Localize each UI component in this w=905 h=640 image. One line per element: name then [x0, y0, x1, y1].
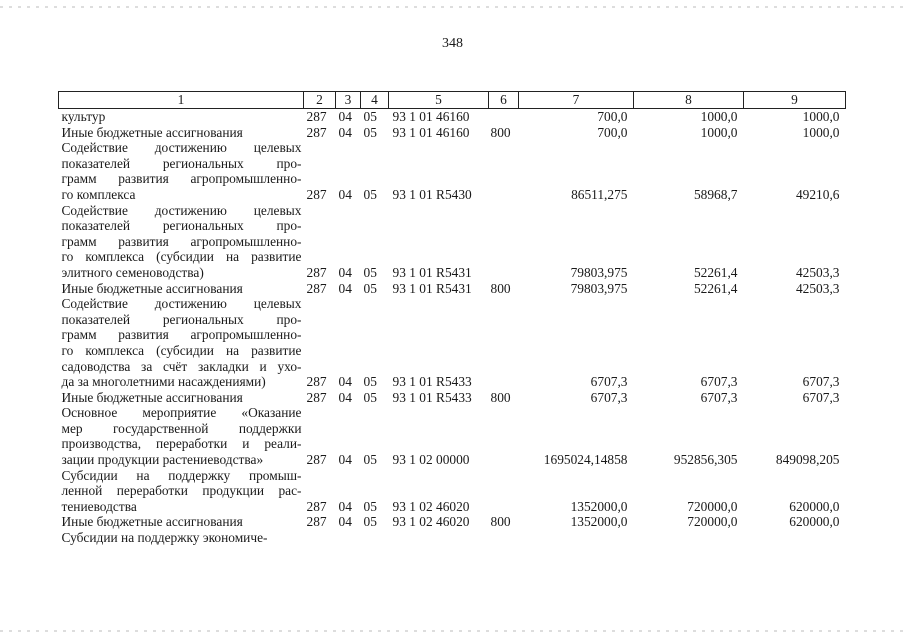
section-code: 04 — [338, 498, 352, 514]
amount-year-2: 1000,0 — [700, 124, 738, 140]
amount-year-2: 720000,0 — [687, 498, 738, 514]
expense-type-code — [489, 296, 519, 390]
item-name — [59, 468, 304, 515]
expense-type-code — [489, 140, 519, 202]
section-code: 04 — [338, 514, 352, 530]
amount-year-1: 700,0 — [597, 124, 628, 140]
expense-type-code — [489, 203, 519, 281]
department-code: 287 — [306, 280, 327, 296]
column-header-8: 8 — [634, 92, 744, 109]
section-code: 04 — [338, 186, 352, 202]
amount-year-2: 52261,4 — [693, 280, 738, 296]
table-header — [59, 92, 846, 109]
scan-artifact-top — [0, 6, 905, 8]
item-name — [59, 514, 304, 530]
table-row — [59, 390, 846, 406]
amount-year-2: 952856,305 — [673, 452, 738, 468]
subsection-code: 05 — [363, 109, 377, 124]
department-code: 287 — [306, 498, 327, 514]
table-row — [59, 203, 846, 281]
item-name-line: ленной переработки продукции рас- — [61, 483, 302, 499]
table-row — [59, 296, 846, 390]
amount-year-3: 620000,0 — [789, 498, 840, 514]
section-code: 04 — [338, 264, 352, 280]
subsection-code: 05 — [363, 452, 377, 468]
item-name-line: культур — [61, 109, 106, 124]
amount-year-1: 700,0 — [597, 109, 628, 124]
item-name-line: Субсидии на поддержку экономиче- — [61, 530, 268, 546]
amount-year-3: 49210,6 — [795, 186, 840, 202]
amount-year-3: 42503,3 — [795, 280, 840, 296]
subsection-code: 05 — [363, 374, 377, 390]
item-name-line: показателей региональных про- — [61, 218, 302, 234]
subsection-code: 05 — [363, 186, 377, 202]
department-code: 287 — [306, 514, 327, 530]
amount-year-3: 6707,3 — [802, 374, 840, 390]
amount-year-1: 6707,3 — [590, 374, 628, 390]
department-code: 287 — [306, 452, 327, 468]
table-body — [59, 109, 846, 546]
section-code: 04 — [338, 124, 352, 140]
item-name-line: Содействие достижению целевых — [61, 296, 302, 312]
table-row — [59, 405, 846, 467]
amount-year-1: 1352000,0 — [570, 498, 628, 514]
item-name — [59, 296, 304, 390]
target-article-code: 93 1 01 46160 — [392, 124, 470, 140]
amount-year-1: 1695024,14858 — [543, 452, 628, 468]
section-code: 04 — [338, 389, 352, 405]
item-name — [59, 530, 304, 546]
expense-type-code: 800 — [490, 280, 511, 296]
header-row — [59, 92, 846, 109]
section-code: 04 — [338, 280, 352, 296]
target-article-code: 93 1 01 46160 — [392, 109, 470, 124]
amount-year-1: 6707,3 — [590, 389, 628, 405]
section-code: 04 — [338, 109, 352, 124]
subsection-code: 05 — [363, 124, 377, 140]
section-code: 04 — [338, 374, 352, 390]
subsection-code: 05 — [363, 498, 377, 514]
table-row — [59, 281, 846, 297]
column-header-6: 6 — [489, 92, 519, 109]
amount-year-3: 1000,0 — [802, 109, 840, 124]
item-name-line: показателей региональных про- — [61, 155, 302, 171]
target-article-code: 93 1 02 46020 — [392, 498, 470, 514]
department-code: 287 — [306, 109, 327, 124]
budget-sheet — [58, 91, 845, 546]
section-code — [336, 530, 361, 546]
item-name-line: Субсидии на поддержку промыш- — [61, 467, 302, 483]
amount-year-3 — [744, 530, 846, 546]
target-article-code: 93 1 01 R5430 — [392, 186, 472, 202]
amount-year-2: 58968,7 — [693, 186, 738, 202]
column-header-5: 5 — [389, 92, 489, 109]
subsection-code — [361, 530, 389, 546]
department-code: 287 — [306, 124, 327, 140]
amount-year-1: 86511,275 — [571, 186, 628, 202]
expense-type-code — [489, 405, 519, 467]
item-name-line: производства, переработки и реали- — [61, 436, 302, 452]
amount-year-2: 720000,0 — [687, 514, 738, 530]
department-code: 287 — [306, 374, 327, 390]
item-name-line: тениеводства — [61, 498, 137, 514]
item-name — [59, 203, 304, 281]
amount-year-1 — [519, 530, 634, 546]
item-name-line: показателей региональных про- — [61, 311, 302, 327]
expense-type-code — [489, 530, 519, 546]
target-article-code: 93 1 02 00000 — [392, 452, 470, 468]
table-row — [59, 514, 846, 530]
item-name-line: Основное мероприятие «Оказание — [61, 405, 302, 421]
target-article-code: 93 1 01 R5431 — [392, 264, 472, 280]
item-name — [59, 109, 304, 125]
item-name — [59, 281, 304, 297]
table-row — [59, 468, 846, 515]
target-article-code: 93 1 01 R5433 — [392, 389, 472, 405]
target-article-code: 93 1 01 R5433 — [392, 374, 472, 390]
scan-artifact-bottom — [0, 630, 905, 632]
subsection-code: 05 — [363, 514, 377, 530]
table-row — [59, 140, 846, 202]
amount-year-2: 6707,3 — [700, 374, 738, 390]
amount-year-3: 849098,205 — [775, 452, 840, 468]
item-name-line: садоводства за счёт закладки и ухо- — [61, 358, 302, 374]
item-name-line: зации продукции растениеводства» — [61, 452, 264, 468]
item-name-line: Иные бюджетные ассигнования — [61, 280, 243, 296]
amount-year-2: 1000,0 — [700, 109, 738, 124]
item-name-line: грамм развития агропромышленно- — [61, 327, 302, 343]
item-name — [59, 390, 304, 406]
department-code: 287 — [306, 186, 327, 202]
amount-year-3: 1000,0 — [802, 124, 840, 140]
table-row — [59, 109, 846, 125]
item-name-line: Иные бюджетные ассигнования — [61, 124, 243, 140]
target-article-code — [389, 530, 489, 546]
item-name-line: Содействие достижению целевых — [61, 202, 302, 218]
item-name-line: Иные бюджетные ассигнования — [61, 389, 243, 405]
expense-type-code — [489, 468, 519, 515]
item-name-line: го комплекса (субсидии на развитие — [61, 342, 302, 358]
amount-year-1: 79803,975 — [570, 280, 628, 296]
table-row — [59, 125, 846, 141]
column-header-7: 7 — [519, 92, 634, 109]
item-name — [59, 405, 304, 467]
item-name — [59, 125, 304, 141]
column-header-1: 1 — [59, 92, 304, 109]
department-code: 287 — [306, 389, 327, 405]
department-code — [304, 530, 336, 546]
subsection-code: 05 — [363, 280, 377, 296]
item-name-line: го комплекса (субсидии на развитие — [61, 249, 302, 265]
amount-year-2: 6707,3 — [700, 389, 738, 405]
target-article-code: 93 1 02 46020 — [392, 514, 470, 530]
column-header-3: 3 — [336, 92, 361, 109]
page-number: 348 — [442, 36, 463, 51]
item-name-line: грамм развития агропромышленно- — [61, 171, 302, 187]
target-article-code: 93 1 01 R5431 — [392, 280, 472, 296]
column-header-2: 2 — [304, 92, 336, 109]
expense-type-code: 800 — [490, 389, 511, 405]
column-header-4: 4 — [361, 92, 389, 109]
expense-type-code: 800 — [490, 124, 511, 140]
table-row — [59, 530, 846, 546]
subsection-code: 05 — [363, 389, 377, 405]
amount-year-3: 42503,3 — [795, 264, 840, 280]
amount-year-3: 620000,0 — [789, 514, 840, 530]
budget-table — [58, 91, 846, 546]
section-code: 04 — [338, 452, 352, 468]
item-name-line: элитного семеноводства) — [61, 264, 204, 280]
amount-year-2: 52261,4 — [693, 264, 738, 280]
item-name-line: го комплекса — [61, 186, 136, 202]
item-name-line: мер государственной поддержки — [61, 420, 302, 436]
amount-year-1: 79803,975 — [570, 264, 628, 280]
amount-year-2 — [634, 530, 744, 546]
department-code: 287 — [306, 264, 327, 280]
item-name-line: грамм развития агропромышленно- — [61, 233, 302, 249]
item-name-line: Содействие достижению целевых — [61, 140, 302, 156]
amount-year-1: 1352000,0 — [570, 514, 628, 530]
item-name — [59, 140, 304, 202]
amount-year-3: 6707,3 — [802, 389, 840, 405]
item-name-line: Иные бюджетные ассигнования — [61, 514, 243, 530]
expense-type-code — [489, 109, 519, 125]
subsection-code: 05 — [363, 264, 377, 280]
expense-type-code: 800 — [490, 514, 511, 530]
item-name-line: да за многолетними насаждениями) — [61, 374, 266, 390]
column-header-9: 9 — [744, 92, 846, 109]
